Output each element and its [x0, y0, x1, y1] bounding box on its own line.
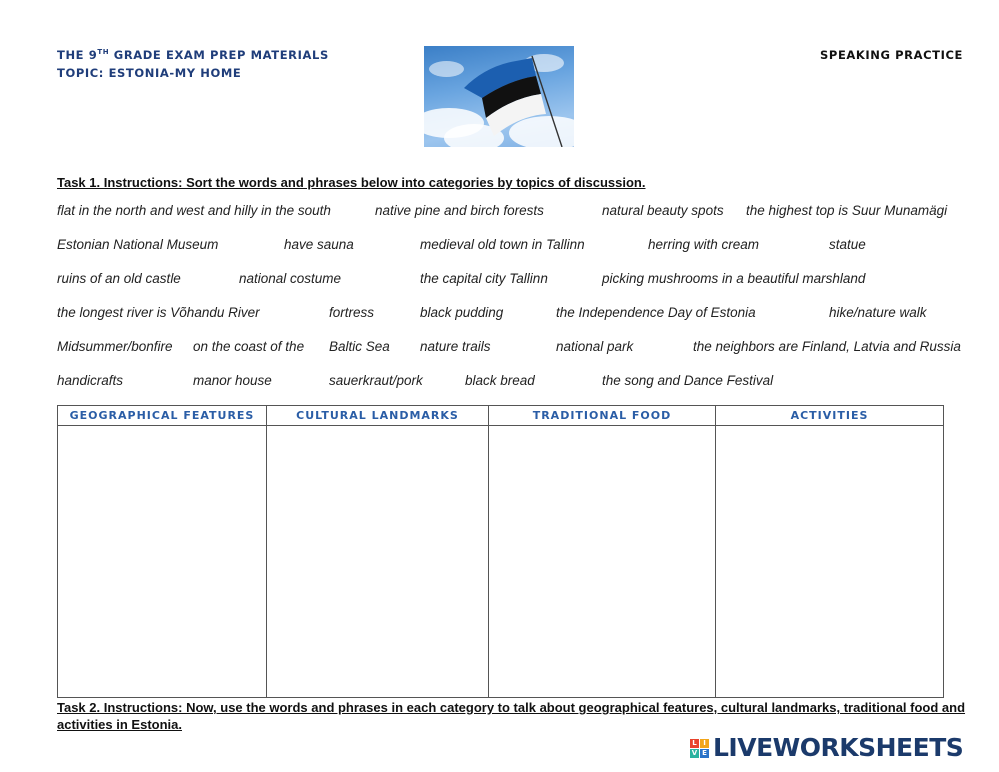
phrase-item[interactable]: nature trails: [420, 339, 491, 354]
header-cultural-landmarks: CULTURAL LANDMARKS: [267, 406, 489, 426]
phrase-item[interactable]: the longest river is Võhandu River: [57, 305, 260, 320]
drop-zone-cultural-landmarks[interactable]: [267, 426, 489, 698]
phrase-item[interactable]: the capital city Tallinn: [420, 271, 548, 286]
header-geographical-features: GEOGRAPHICAL FEATURES: [58, 406, 267, 426]
phrase-item[interactable]: have sauna: [284, 237, 354, 252]
logo-letter: L: [690, 739, 699, 748]
phrase-item[interactable]: Baltic Sea: [329, 339, 390, 354]
phrase-item[interactable]: the Independence Day of Estonia: [556, 305, 756, 320]
phrase-item[interactable]: Midsummer/bonfire: [57, 339, 173, 354]
logo-mark-icon: [690, 739, 709, 758]
phrase-item[interactable]: Estonian National Museum: [57, 237, 219, 252]
phrase-item[interactable]: black bread: [465, 373, 535, 388]
phrase-item[interactable]: black pudding: [420, 305, 504, 320]
estonian-flag-image: [424, 46, 574, 147]
phrase-item[interactable]: picking mushrooms in a beautiful marshland: [602, 271, 866, 286]
phrase-item[interactable]: ruins of an old castle: [57, 271, 181, 286]
header-traditional-food: TRADITIONAL FOOD: [489, 406, 716, 426]
phrase-item[interactable]: national costume: [239, 271, 342, 286]
drop-zone-activities[interactable]: [716, 426, 944, 698]
worksheet-header: [57, 46, 329, 82]
phrase-item[interactable]: natural beauty spots: [602, 203, 724, 218]
phrase-item[interactable]: national park: [556, 339, 634, 354]
phrase-item[interactable]: handicrafts: [57, 373, 124, 388]
phrase-item[interactable]: on the coast of the: [193, 339, 305, 354]
phrase-item[interactable]: the song and Dance Festival: [602, 373, 774, 388]
logo-letter: V: [691, 749, 698, 757]
task-2-instructions: Task 2. Instructions: Now, use the words and phrases in each category to talk about geographical features, cultural landmarks, traditional food and activities in Estonia.: [57, 700, 966, 732]
header-line-1: THE 9TH GRADE EXAM PREP MATERIALS: [57, 48, 329, 62]
category-sort-table: [57, 405, 944, 698]
phrase-item[interactable]: sauerkraut/pork: [329, 373, 423, 388]
task-1-instructions: Task 1. Instructions: Sort the words and phrases below into categories by topics of discussion.: [57, 175, 646, 190]
phrase-item[interactable]: the highest top is Suur Munamägi: [746, 203, 948, 218]
logo-text: LIVEWORKSHEETS: [713, 733, 964, 762]
phrase-item[interactable]: statue: [829, 237, 866, 252]
phrase-item[interactable]: hike/nature walk: [829, 305, 927, 320]
header-activities: ACTIVITIES: [716, 406, 944, 426]
header-topic: TOPIC: ESTONIA-MY HOME: [57, 66, 242, 80]
logo-letter: I: [700, 739, 709, 748]
phrase-item[interactable]: flat in the north and west and hilly in the south: [57, 203, 331, 218]
phrase-item[interactable]: herring with cream: [648, 237, 760, 252]
phrase-item[interactable]: medieval old town in Tallinn: [420, 237, 585, 252]
phrase-item[interactable]: native pine and birch forests: [375, 203, 544, 218]
drop-zone-geographical-features[interactable]: [58, 426, 267, 698]
phrase-item[interactable]: the neighbors are Finland, Latvia and Russia: [693, 339, 961, 354]
logo-letter: E: [700, 749, 709, 758]
header-speaking-practice: SPEAKING PRACTICE: [820, 48, 963, 62]
phrase-item[interactable]: manor house: [193, 373, 272, 388]
liveworksheets-logo[interactable]: [690, 735, 963, 761]
drop-zone-traditional-food[interactable]: [489, 426, 716, 698]
phrase-item[interactable]: fortress: [329, 305, 375, 320]
